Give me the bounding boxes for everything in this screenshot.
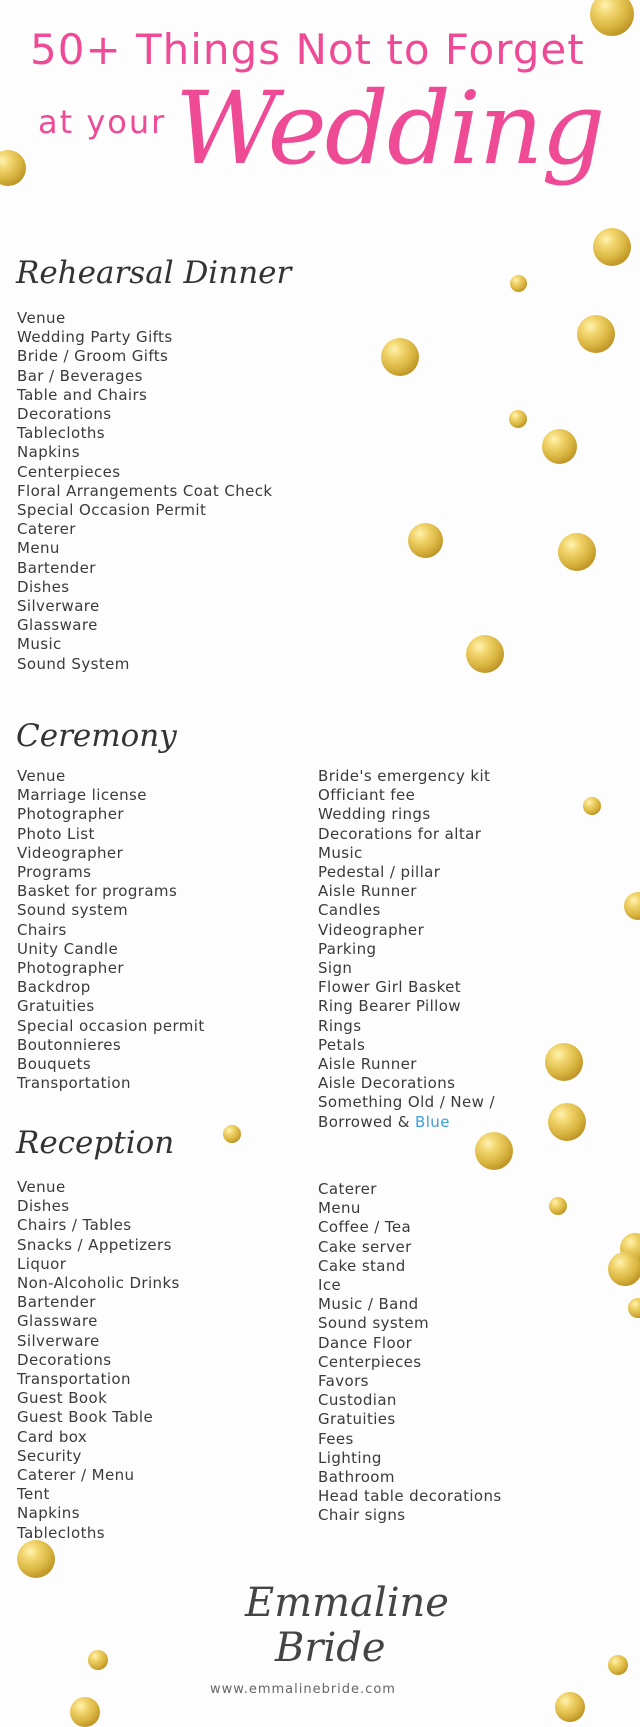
website-url[interactable]: www.emmalinebride.com	[210, 1682, 396, 1697]
list-item: Fees	[318, 1429, 354, 1448]
list-item: Pedestal / pillar	[318, 863, 441, 882]
list-item: Venue	[17, 1178, 66, 1196]
gold-dot	[628, 1298, 640, 1318]
list-item: Tablecloths	[17, 1523, 105, 1542]
list-item: Sound System	[17, 654, 130, 673]
gold-dot	[549, 1197, 567, 1215]
list-item: Special occasion permit	[17, 1016, 205, 1035]
list-item: Flower Girl Basket	[318, 978, 462, 997]
list-item: Transportation	[17, 1370, 131, 1389]
list-item: Dishes	[17, 1197, 70, 1216]
list-item: Caterer / Menu	[17, 1466, 135, 1485]
gold-dot	[510, 275, 527, 292]
list-item: Petals	[318, 1035, 366, 1054]
list-item: Parking	[318, 939, 377, 958]
list-item: Decorations	[17, 405, 112, 424]
list-item: Sound system	[318, 1314, 430, 1333]
list-item: Sound system	[17, 901, 129, 920]
list-item: Non-Alcoholic Drinks	[17, 1274, 180, 1293]
list-item: Marriage license	[17, 786, 147, 805]
gold-dot	[466, 635, 504, 673]
blue-text: Blue	[415, 1112, 450, 1131]
list-item: Caterer	[318, 1180, 377, 1198]
gold-dot	[608, 1252, 640, 1286]
list-item: Special Occasion Permit	[17, 501, 207, 520]
list-item: Head table decorations	[318, 1487, 502, 1506]
borrowed-text: Borrowed &	[318, 1112, 416, 1131]
list-item: Ring Bearer Pillow	[318, 997, 461, 1016]
ceremony-list-right	[318, 767, 495, 1132]
list-item: Bouquets	[17, 1055, 92, 1074]
list-item: Tent	[17, 1485, 50, 1504]
gold-dot	[558, 533, 596, 571]
list-item: Guest Book	[17, 1389, 108, 1408]
list-item: Photographer	[17, 959, 124, 978]
list-item: Chair signs	[318, 1506, 406, 1525]
gold-dot	[548, 1103, 586, 1141]
list-item: Silverware	[17, 597, 100, 616]
list-item: Table and Chairs	[17, 385, 148, 404]
list-item: Guest Book Table	[17, 1408, 154, 1427]
reception-heading: Reception	[16, 1125, 175, 1161]
list-item: Bride / Groom Gifts	[17, 347, 169, 366]
list-item: Tablecloths	[17, 424, 105, 443]
list-item: Venue	[17, 767, 66, 785]
list-item: Aisle Runner	[318, 1055, 417, 1074]
list-item: Caterer	[17, 520, 76, 539]
list-item: Boutonnieres	[17, 1035, 122, 1054]
gold-dot	[542, 429, 577, 464]
ceremony-heading: Ceremony	[16, 718, 177, 754]
list-item: Unity Candle	[17, 939, 119, 958]
list-item: Napkins	[17, 443, 80, 462]
list-item: Menu	[318, 1199, 361, 1218]
list-item: Something Old / New /	[318, 1093, 495, 1112]
title-line-3: Wedding	[175, 70, 604, 187]
list-item: Music / Band	[318, 1295, 419, 1314]
list-item: Videographer	[318, 920, 425, 939]
logo-line-2: Bride	[275, 1625, 386, 1671]
gold-dot	[475, 1132, 513, 1170]
list-item: Liquor	[17, 1254, 67, 1273]
title-line-1: 50+ Things Not to Forget	[30, 25, 585, 74]
gold-dot	[70, 1697, 100, 1727]
list-item: Photo List	[17, 824, 95, 843]
gold-dot	[583, 797, 601, 815]
list-item: Napkins	[17, 1504, 80, 1523]
list-item: Custodian	[318, 1391, 397, 1410]
gold-dot	[17, 1540, 55, 1578]
list-item: Programs	[17, 863, 92, 882]
list-item: Sign	[318, 959, 353, 978]
list-item: Silverware	[17, 1331, 100, 1350]
list-item: Music	[318, 843, 363, 862]
rehearsal-heading: Rehearsal Dinner	[16, 255, 292, 291]
list-item: Bar / Beverages	[17, 366, 143, 385]
list-item: Wedding Party Gifts	[17, 328, 173, 347]
list-item-last	[318, 1113, 495, 1132]
list-item: Photographer	[17, 805, 124, 824]
list-item: Cake stand	[318, 1256, 406, 1275]
list-item: Gratuities	[17, 997, 95, 1016]
rehearsal-list	[17, 309, 273, 674]
list-item: Backdrop	[17, 978, 91, 997]
list-item: Snacks / Appetizers	[17, 1235, 172, 1254]
list-item: Coffee / Tea	[318, 1218, 412, 1237]
list-item: Menu	[17, 539, 60, 558]
gold-dot	[223, 1125, 241, 1143]
list-item: Wedding rings	[318, 805, 431, 824]
list-item: Ice	[318, 1276, 342, 1295]
list-item: Decorations for altar	[318, 824, 482, 843]
list-item: Bride's emergency kit	[318, 767, 491, 785]
list-item: Officiant fee	[318, 786, 416, 805]
list-item: Aisle Runner	[318, 882, 417, 901]
list-item: Centerpieces	[318, 1352, 422, 1371]
logo-line-1: Emmaline	[245, 1580, 449, 1626]
list-item: Videographer	[17, 843, 124, 862]
list-item: Glassware	[17, 616, 98, 635]
list-item: Dishes	[17, 577, 70, 596]
list-item: Transportation	[17, 1074, 131, 1093]
gold-dot	[608, 1655, 628, 1675]
list-item: Glassware	[17, 1312, 98, 1331]
gold-dot	[624, 892, 640, 920]
title-line-2: at your	[38, 103, 167, 141]
gold-dot	[88, 1650, 108, 1670]
list-item: Bartender	[17, 558, 96, 577]
list-item: Chairs	[17, 920, 67, 939]
ceremony-list-left	[17, 767, 205, 1093]
list-item: Gratuities	[318, 1410, 396, 1429]
reception-list-right	[318, 1180, 502, 1526]
list-item: Card box	[17, 1427, 88, 1446]
list-item: Rings	[318, 1016, 362, 1035]
reception-list-left	[17, 1178, 180, 1543]
list-item: Candles	[318, 901, 381, 920]
gold-dot	[509, 410, 527, 428]
gold-dot	[381, 338, 419, 376]
list-item: Security	[17, 1446, 82, 1465]
list-item: Music	[17, 635, 62, 654]
gold-dot	[590, 0, 634, 36]
gold-dot	[577, 315, 615, 353]
list-item: Basket for programs	[17, 882, 178, 901]
list-item: Floral Arrangements Coat Check	[17, 481, 273, 500]
list-item: Cake server	[318, 1237, 412, 1256]
gold-dot	[545, 1043, 583, 1081]
list-item: Aisle Decorations	[318, 1074, 456, 1093]
list-item: Bathroom	[318, 1468, 395, 1487]
list-item: Venue	[17, 309, 66, 327]
gold-dot	[593, 228, 631, 266]
list-item: Bartender	[17, 1293, 96, 1312]
gold-dot	[555, 1692, 585, 1722]
list-item: Dance Floor	[318, 1333, 413, 1352]
list-item: Chairs / Tables	[17, 1216, 132, 1235]
list-item: Lighting	[318, 1448, 382, 1467]
list-item: Decorations	[17, 1350, 112, 1369]
gold-dot	[408, 523, 443, 558]
gold-dot	[0, 150, 26, 186]
list-item: Centerpieces	[17, 462, 121, 481]
list-item: Favors	[318, 1372, 369, 1391]
